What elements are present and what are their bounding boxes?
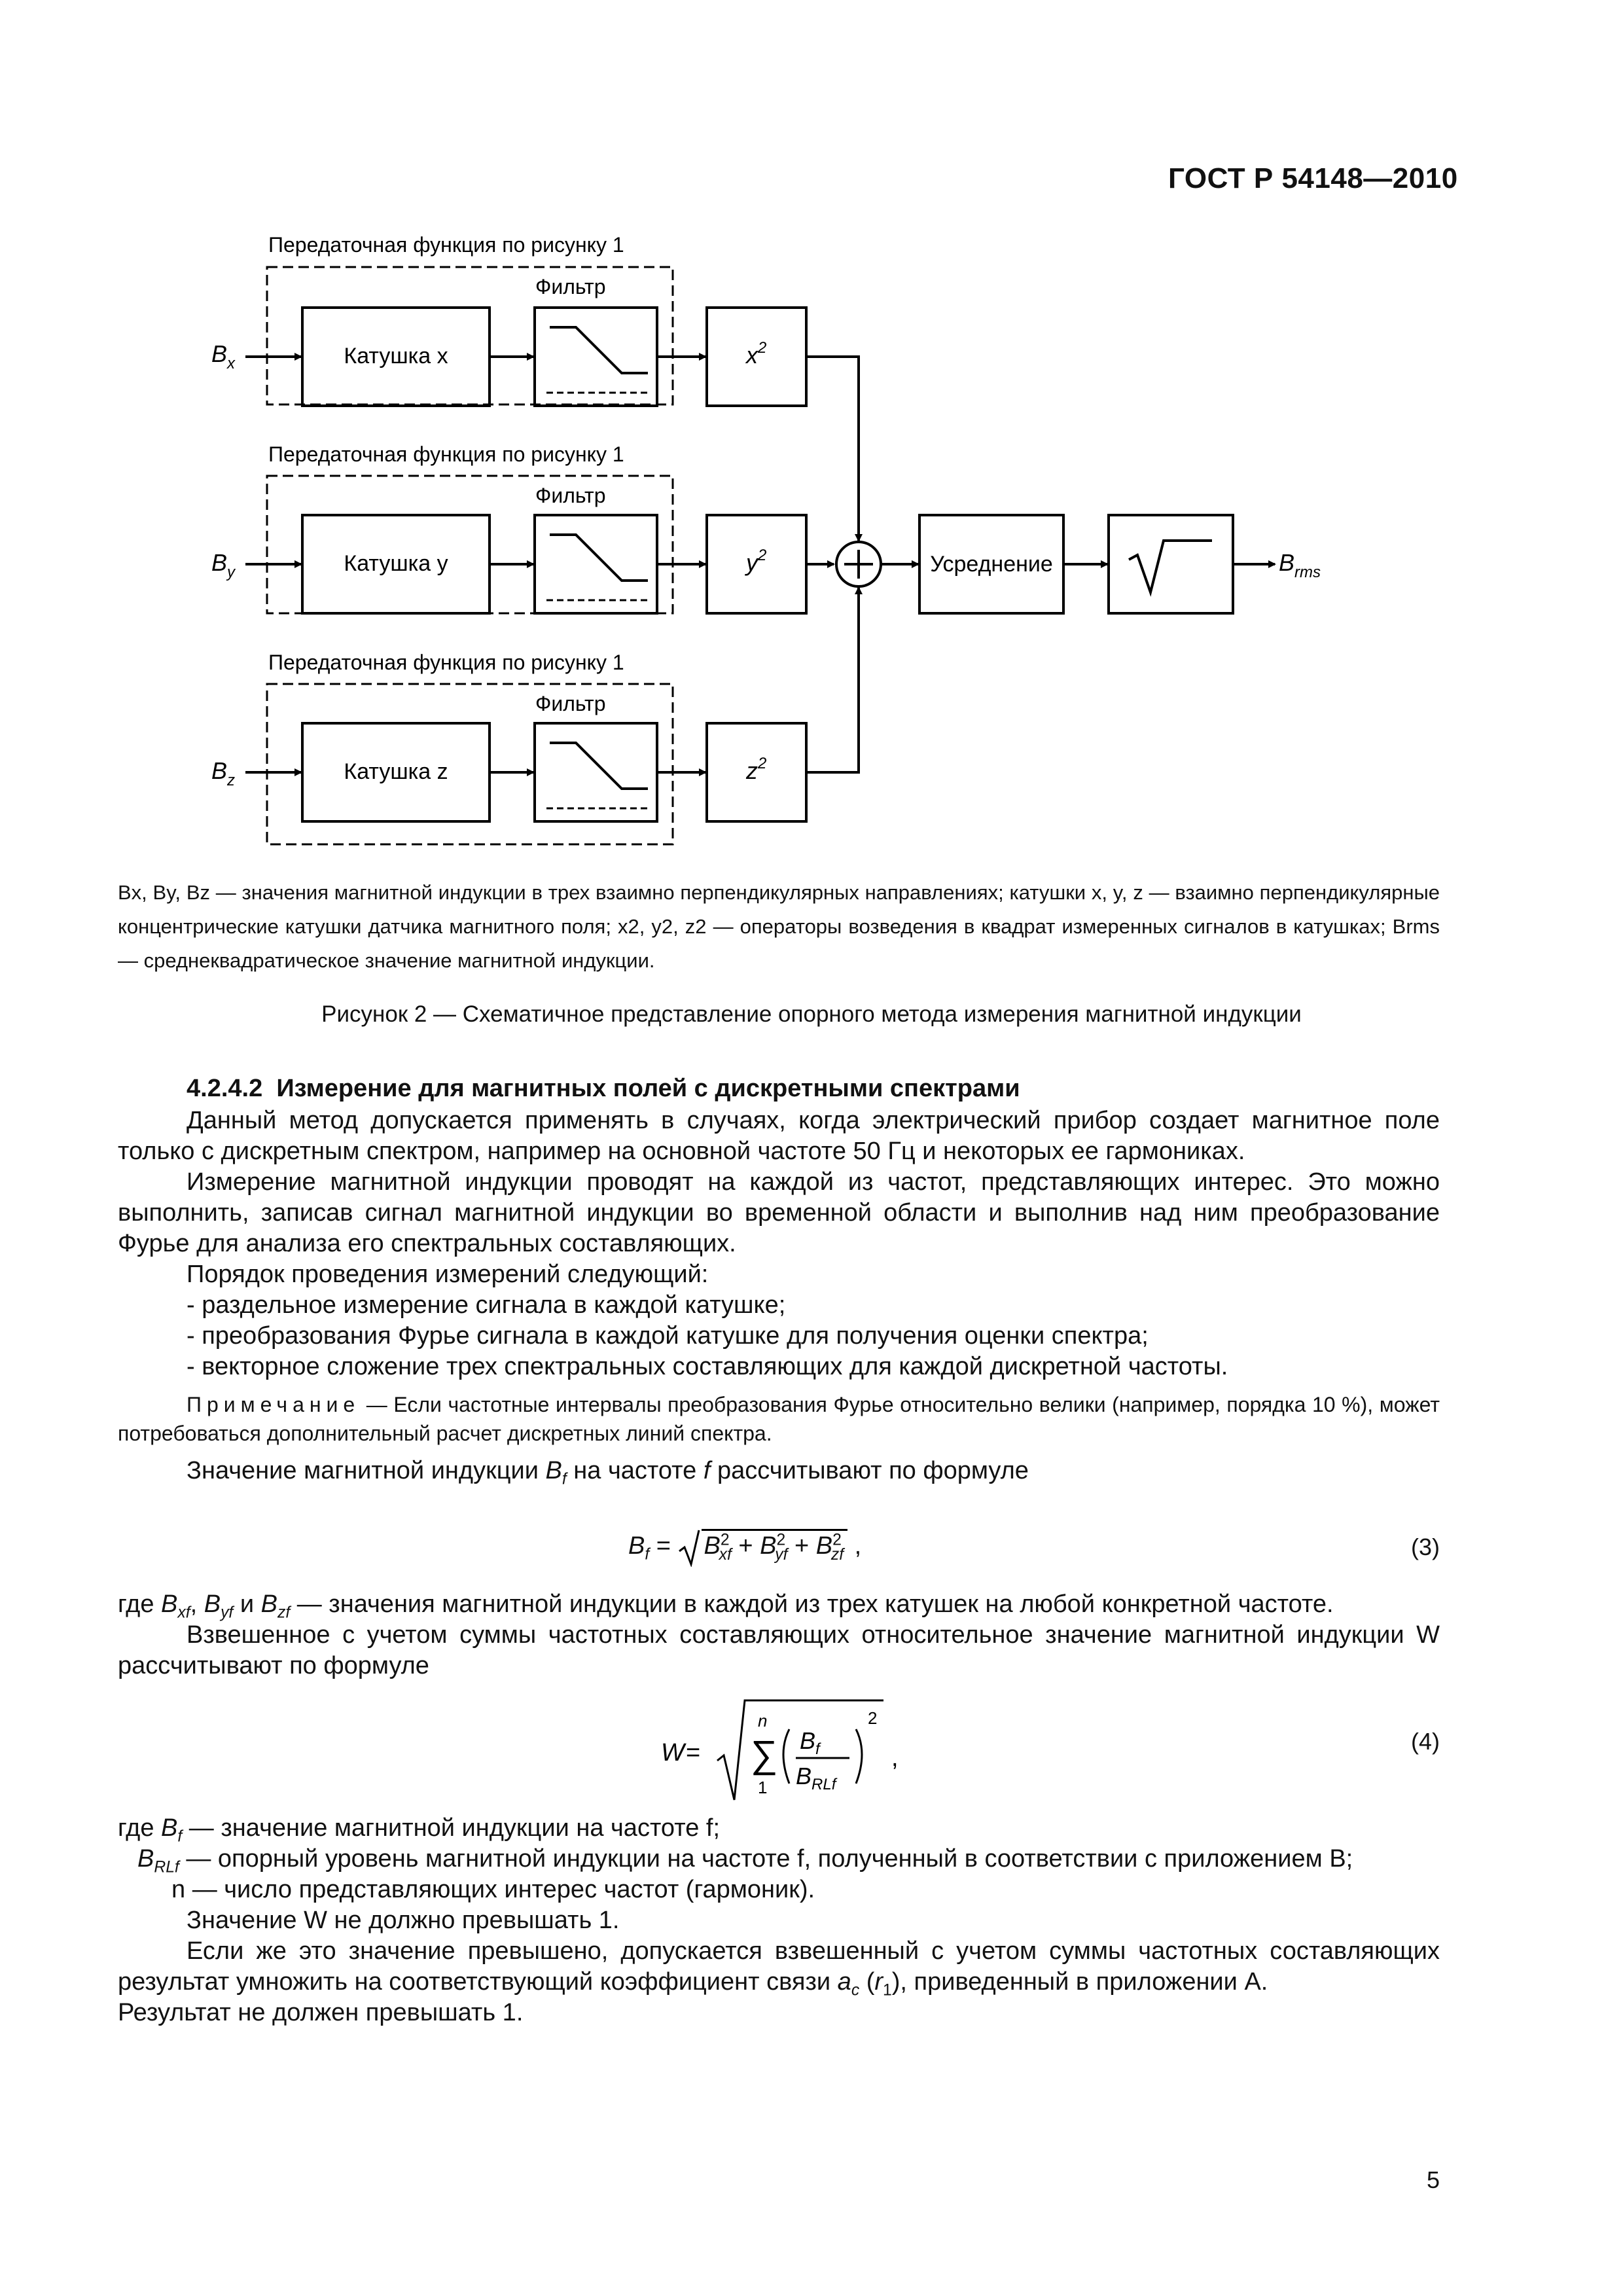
note xyxy=(118,1390,1440,1448)
section-body xyxy=(118,1073,1440,1486)
sqrt-icon xyxy=(1129,541,1212,592)
svg-text:1: 1 xyxy=(758,1778,768,1797)
filter-label-y: Фильтр xyxy=(535,484,606,507)
figure-legend xyxy=(118,876,1440,978)
where-item: n — число представляющих интерес частот (гармоник). xyxy=(171,1876,815,1903)
figure-caption: Рисунок 2 — Схематичное представление опорного метода измерения магнитной индукции xyxy=(321,1001,1302,1027)
note-text: — Если частотные интервалы преобразования Фурье относительно велики (например, порядка 10 %), может потребоваться дополнительный расчет дискретных линий спектра. xyxy=(118,1393,1440,1445)
section-body-3 xyxy=(118,1813,1440,2028)
where-item: $B_{RLf}$ — опорный уровень магнитной индукции на частоте f, полученный в соответствии с приложением В; xyxy=(137,1845,1353,1876)
section-title: Измерение для магнитных полей с дискретными спектрами xyxy=(276,1075,1020,1102)
section-number: 4.2.4.2 xyxy=(187,1075,263,1102)
square-z-label: $z^2$ xyxy=(746,755,767,784)
coil-x-label: Катушка x xyxy=(344,344,448,368)
sqrt-box xyxy=(1109,515,1233,613)
coil-z-label: Катушка z xyxy=(344,759,448,784)
filter-z-box xyxy=(535,723,657,821)
svg-text:W: W xyxy=(661,1739,685,1767)
square-y-label: $y^2$ xyxy=(746,547,767,576)
filter-x-box xyxy=(535,308,657,406)
section-heading xyxy=(118,1073,1440,1104)
svg-text:Bf: $B_f$ xyxy=(800,1727,820,1758)
paragraph-8: Если же это значение превышено, допускается взвешенный с учетом суммы частотных составляющих результат умножить на соответствующий коэффициент связи $a_c$ $(r_1)$, приведенный в приложении А. xyxy=(118,1937,1440,2000)
svg-text:∑: ∑ xyxy=(751,1733,778,1776)
input-bz: $B_z$ xyxy=(211,757,236,789)
block-diagram xyxy=(0,0,1623,864)
where-item: где $B_f$ — значение магнитной индукции на частоте f; xyxy=(118,1814,720,1846)
filter-label-x: Фильтр xyxy=(535,275,606,298)
transfer-box-x xyxy=(267,267,673,404)
svg-text:2: 2 xyxy=(868,1708,878,1728)
equation-4-number: (4) xyxy=(1411,1728,1440,1755)
square-x-label: $x^2$ xyxy=(746,339,767,368)
svg-text:,: , xyxy=(891,1744,899,1772)
input-by: $B_y$ xyxy=(211,549,236,581)
equation-4 xyxy=(661,1695,936,1806)
svg-text:=: = xyxy=(686,1739,701,1767)
output-label: $B_{rms}$ xyxy=(1279,549,1321,581)
transfer-label-z: Передаточная функция по рисунку 1 xyxy=(268,651,624,674)
paragraph-6: Взвешенное с учетом суммы частотных составляющих относительное значение магнитной индукции W рассчитывают по формуле xyxy=(118,1621,1440,1679)
list-item: - раздельное измерение сигнала в каждой катушке; xyxy=(187,1291,786,1319)
svg-text:n: n xyxy=(758,1711,768,1731)
list-item: - преобразования Фурье сигнала в каждой катушке для получения оценки спектра; xyxy=(187,1322,1149,1350)
paragraph-5: где $B_{xf}$, $B_{yf}$ и $B_{zf}$ — значения магнитной индукции в каждой из трех катушек на любой конкретной частоте. xyxy=(118,1590,1334,1622)
paragraph-3: Порядок проведения измерений следующий: xyxy=(187,1261,709,1288)
transfer-label-x: Передаточная функция по рисунку 1 xyxy=(268,233,624,257)
paragraph-2: Измерение магнитной индукции проводят на каждой из частот, представляющих интерес. Это можно выполнить, записав сигнал магнитной индукции во временной области и выполнив над ним преобразование Фурье для анализа его спектральных составляющих. xyxy=(118,1168,1440,1257)
input-bx: $B_x$ xyxy=(211,340,236,372)
svg-text:BRLf: $B_{RLf}$ xyxy=(796,1763,836,1793)
legend-text: Bx, By, Bz — значения магнитной индукции в трех взаимно перпендикулярных направлениях; катушки x, y, z — взаимно перпендикулярные концентрические катушки датчика магнитного поля; x2, y2, z2 — операторы возведения в квадрат измеренных сигналов в катушках; Brms — среднеквадратическое значение магнитной индукции. xyxy=(118,881,1440,972)
paragraph-7: Значение W не должно превышать 1. xyxy=(187,1907,620,1934)
page-number: 5 xyxy=(1426,2166,1440,2193)
equation-3: $B_f = B^2_{xf} + B^2_{yf} + B^2_{zf}$ , xyxy=(628,1528,861,1567)
paragraph-4: Значение магнитной индукции $B_f$ на частоте f рассчитывают по формуле xyxy=(187,1457,1029,1488)
note-label: Примечание xyxy=(187,1393,361,1416)
filter-y-box xyxy=(535,515,657,613)
list-item: - векторное сложение трех спектральных составляющих для каждой дискретной частоты. xyxy=(187,1353,1228,1380)
paragraph-1: Данный метод допускается применять в случаях, когда электрический прибор создает магнитное поле только с дискретным спектром, например на основной частоте 50 Гц и некоторых ее гармониках. xyxy=(118,1107,1440,1165)
filter-label-z: Фильтр xyxy=(535,692,606,715)
transfer-box-y xyxy=(267,476,673,613)
document-header: ГОСТ Р 54148—2010 xyxy=(1168,162,1458,194)
transfer-label-y: Передаточная функция по рисунку 1 xyxy=(268,442,624,466)
coil-y-label: Катушка y xyxy=(344,551,448,576)
paragraph-9: Результат не должен превышать 1. xyxy=(118,1999,524,2026)
equation-3-number: (3) xyxy=(1411,1534,1440,1560)
averaging-label: Усреднение xyxy=(930,552,1053,577)
section-body-2 xyxy=(118,1589,1440,1681)
